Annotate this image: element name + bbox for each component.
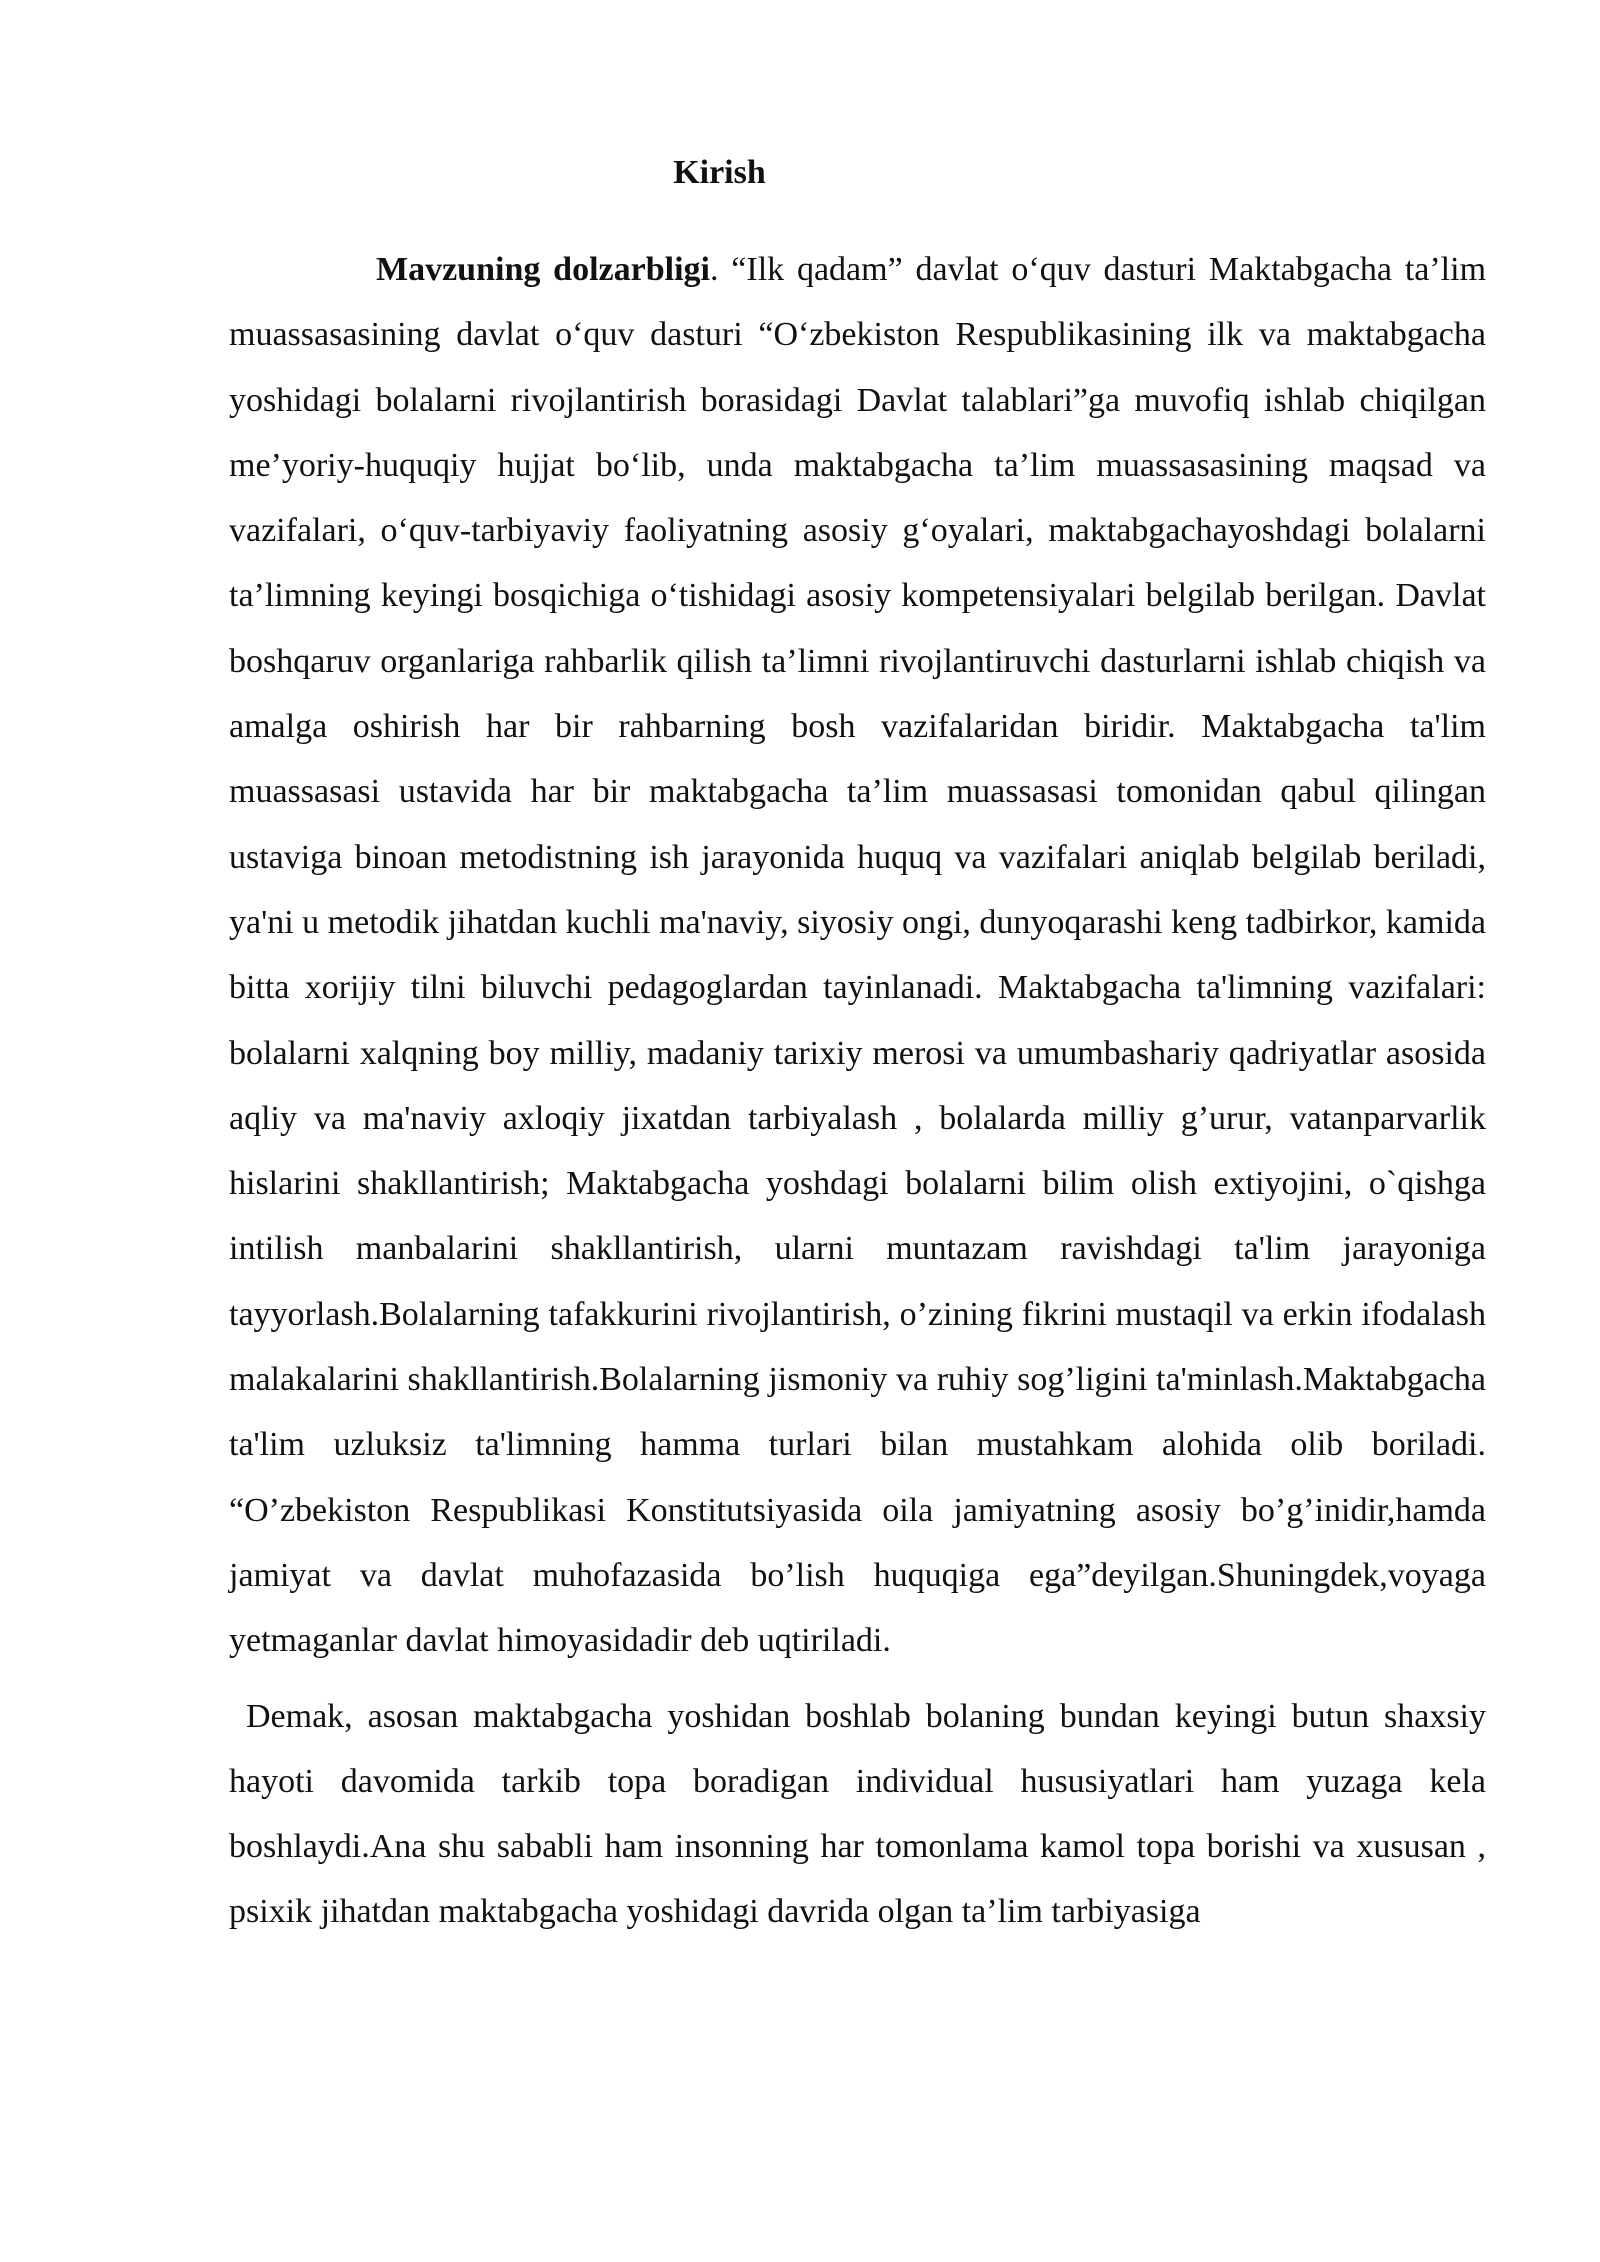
paragraph-relevance-text: . “Ilk qadam” davlat o‘quv dasturi Maktabgacha ta’lim muassasasining davlat o‘quv dasturi “O‘zbekiston Respublikasining ilk va maktabgacha yoshidagi bolalarni rivojlantirish borasidagi Davlat talablari”ga muvofiq ishlab chiqilgan me’yoriy-huquqiy hujjat bo‘lib, unda maktabgacha ta’lim muassasasining maqsad va vazifalari, o‘quv-tarbiyaviy faoliyatning asosiy g‘oyalari, maktabgachayoshdagi bolalarni ta’limning keyingi bosqichiga o‘tishidagi asosiy kompetensiyalari belgilab berilgan. Davlat boshqaruv organlariga rahbarlik qilish ta’limni rivojlantiruvchi dasturlarni ishlab chiqish va amalga oshirish har bir rahbarning bosh vazifalaridan biridir. Maktabgacha ta'lim muassasasi ustavida har bir maktabgacha ta’lim muassasasi tomonidan qabul qilingan ustaviga binoan metodistning ish jarayonida huquq va vazifalari aniqlab belgilab beriladi, ya'ni u metodik jihatdan kuchli ma'naviy, siyosiy ongi, dunyoqarashi keng tadbirkor, kamida bitta xorijiy tilni biluvchi pedagoglardan tayinlanadi. Maktabgacha ta'limning vazifalari: bolalarni xalqning boy milliy, madaniy tarixiy merosi va umumbashariy qadriyatlar asosida aqliy va ma'naviy axloqiy jixatdan tarbiyalash , bolalarda milliy g’urur, vatanparvarlik hislarini shakllantirish; Maktabgacha yoshdagi bolalarni bilim olish extiyojini, o`qishga intilish manbalarini shakllantirish, ularni muntazam ravishdagi ta'lim jarayoniga tayyorlash.Bolalarning tafakkurini rivojlantirish, o’zining fikrini mustaqil va erkin ifodalash malakalarini shakllantirish.Bolalarning jismoniy va ruhiy sog’ligini ta'minlash.Maktabgacha ta'lim uzluksiz ta'limning hamma turlari bilan mustahkam alohida olib boriladi. “O’zbekiston Respublikasi Konstitutsiyasida oila jamiyatning asosiy bo’g’inidir,hamda jamiyat va davlat muhofazasida bo’lish huquqiga ega”deyilgan.Shuningdek,voyaga yetmaganlar davlat himoyasidadir deb uqtiriladi. (229, 251, 1487, 1660)
page-heading: Kirish (673, 154, 766, 191)
paragraph-lead: Mavzuning dolzarbligi (376, 251, 710, 288)
paragraph-relevance (229, 237, 1486, 1674)
paragraph-conclusion: Demak, asosan maktabgacha yoshidan boshlab bolaning bundan keyingi butun shaxsiy hayoti davomida tarkib topa boradigan individual hususiyatlari ham yuzaga kela boshlaydi.Ana shu sababli ham insonning har tomonlama kamol topa borishi va xususan , psixik jihatdan maktabgacha yoshidagi davrida olgan ta’lim tarbiyasiga (229, 1697, 1486, 1931)
document-body (229, 140, 1486, 1945)
